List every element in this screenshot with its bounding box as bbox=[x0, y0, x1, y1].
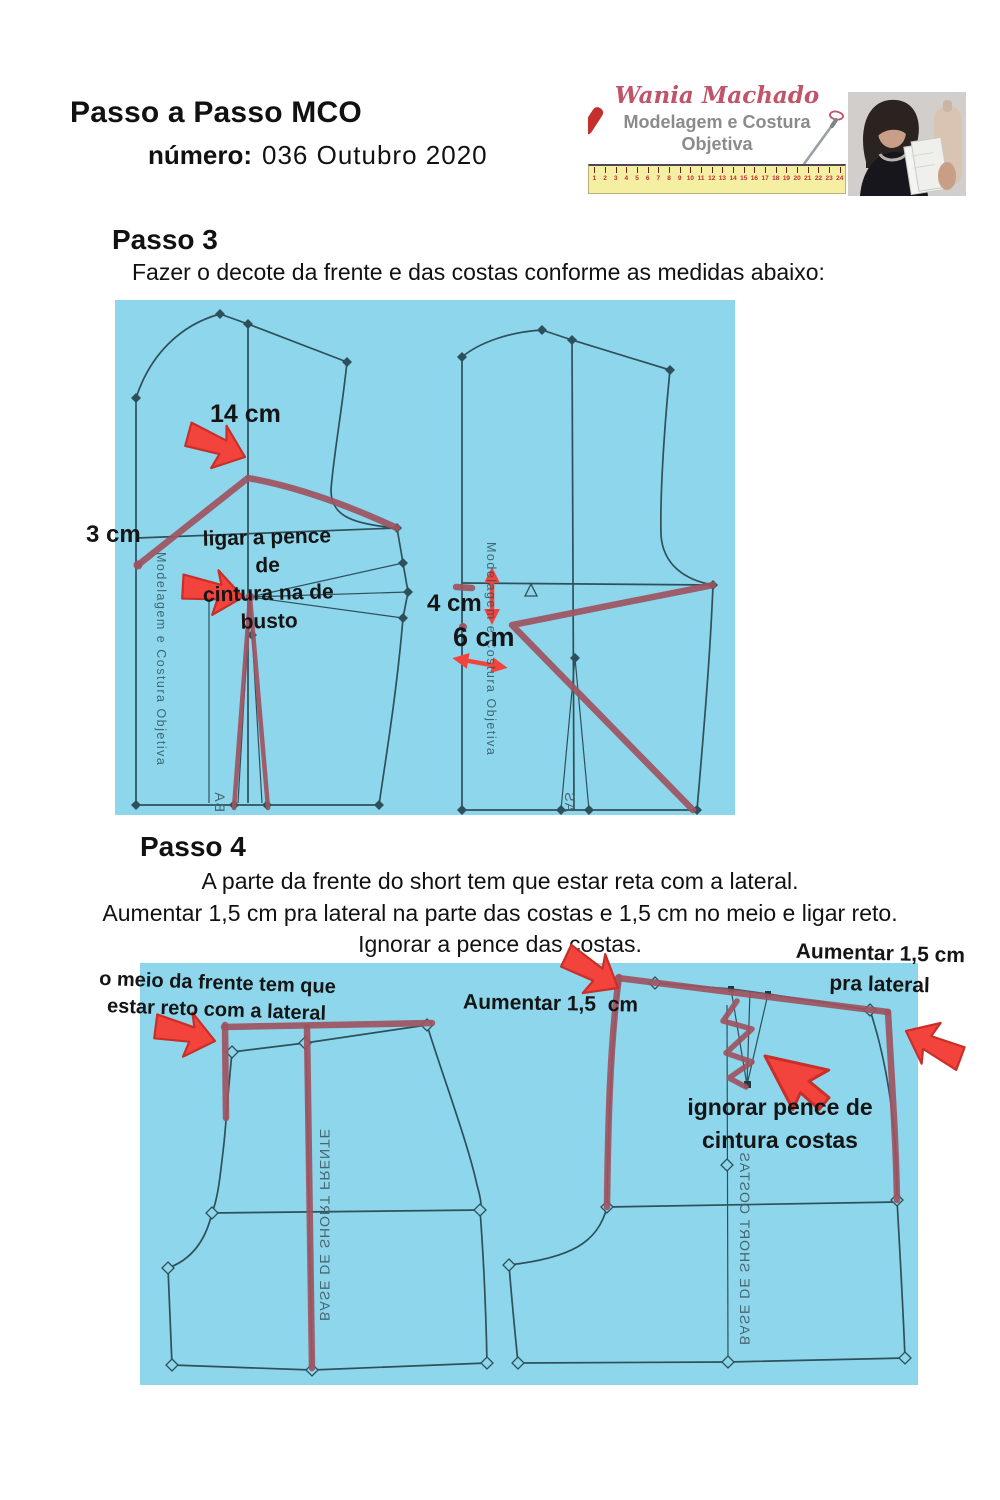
needle-icon bbox=[796, 106, 854, 170]
ruler-number: 4 bbox=[621, 166, 632, 193]
brand-subtitle-1: Modelagem e Costura bbox=[623, 112, 811, 132]
ruler-number: 24 bbox=[834, 166, 845, 193]
step3-heading: Passo 3 bbox=[112, 224, 218, 255]
ruler-number: 11 bbox=[696, 166, 707, 193]
watermark-front: Modelagem e Costura Objetiva bbox=[154, 552, 168, 767]
label-3cm: 3 cm bbox=[86, 521, 141, 548]
piece-name-back: BASE DE SHORT COSTAS bbox=[737, 1151, 753, 1345]
instructor-photo-graphic bbox=[848, 92, 966, 196]
ruler-number: 2 bbox=[600, 166, 611, 193]
ruler-number: 19 bbox=[781, 166, 792, 193]
step3-diagram bbox=[86, 300, 735, 815]
step3-description: Fazer o decote da frente e das costas conforme as medidas abaixo: bbox=[132, 259, 825, 285]
ruler-number: 8 bbox=[664, 166, 675, 193]
brand-logo bbox=[588, 84, 846, 194]
ruler-number: 15 bbox=[738, 166, 749, 193]
label-add-left: Aumentar 1,5 cm bbox=[462, 990, 639, 1017]
ruler-number: 12 bbox=[706, 166, 717, 193]
label-dart-note: ligar a pence de cintura na de busto bbox=[202, 524, 334, 634]
issue-number-label: número: bbox=[148, 140, 252, 170]
step4-heading: Passo 4 bbox=[140, 831, 246, 862]
label-6cm: 6 cm bbox=[453, 622, 515, 652]
label-front-note: o meio da frente tem que estar reto com a lateral bbox=[98, 967, 337, 1025]
ruler-number: 22 bbox=[813, 166, 824, 193]
ruler-number: 20 bbox=[792, 166, 803, 193]
ruler-number: 16 bbox=[749, 166, 760, 193]
cut-text-back: AS bbox=[562, 791, 578, 812]
arrow-side-lateral bbox=[896, 1011, 971, 1078]
step4-line-2: Aumentar 1,5 cm pra lateral na parte das costas e 1,5 cm no meio e ligar reto. bbox=[102, 899, 898, 926]
ruler-number: 17 bbox=[760, 166, 771, 193]
cut-text-front: BA bbox=[212, 791, 228, 812]
page-title: Passo a Passo MCO bbox=[70, 96, 362, 129]
step4-pattern-graphic bbox=[140, 963, 918, 1385]
ruler-number: 6 bbox=[642, 166, 653, 193]
brand-subtitle-2: Objetiva bbox=[681, 134, 753, 154]
label-4cm: 4 cm bbox=[427, 590, 482, 617]
back-shorts-outline bbox=[509, 979, 905, 1363]
ruler-graphic bbox=[588, 164, 846, 194]
ruler-number: 1 bbox=[589, 166, 600, 193]
ruler-number: 23 bbox=[824, 166, 835, 193]
ruler-number: 21 bbox=[802, 166, 813, 193]
label-add-right: Aumentar 1,5 cm pra lateral bbox=[795, 939, 966, 998]
piece-name-front: BASE DE SHORT FRENTE bbox=[317, 1128, 333, 1321]
issue-number-line bbox=[148, 140, 488, 171]
arrow-6cm-horizontal bbox=[451, 650, 509, 675]
label-ignore-dart: ignorar pence de cintura costas bbox=[687, 1094, 873, 1153]
label-14cm: 14 cm bbox=[210, 400, 281, 428]
watermark-back: Modelagem e Costura Objetiva bbox=[484, 542, 498, 757]
ruler-number: 3 bbox=[610, 166, 621, 193]
step4-line-3: Ignorar a pence das costas. bbox=[358, 931, 642, 957]
ruler-number: 7 bbox=[653, 166, 664, 193]
brand-name: Wania Machado bbox=[614, 82, 820, 109]
pattern-markers-2 bbox=[162, 977, 911, 1376]
ruler-number: 14 bbox=[728, 166, 739, 193]
ruler-number: 13 bbox=[717, 166, 728, 193]
step4-line-1: A parte da frente do short tem que estar reta com a lateral. bbox=[201, 868, 799, 894]
back-bodice-outline bbox=[462, 330, 713, 813]
ruler-number: 10 bbox=[685, 166, 696, 193]
instructor-photo bbox=[848, 92, 966, 196]
ruler-number: 9 bbox=[674, 166, 685, 193]
issue-number-value: 036 Outubro 2020 bbox=[262, 140, 488, 170]
ruler-number: 5 bbox=[632, 166, 643, 193]
ruler-number: 18 bbox=[770, 166, 781, 193]
